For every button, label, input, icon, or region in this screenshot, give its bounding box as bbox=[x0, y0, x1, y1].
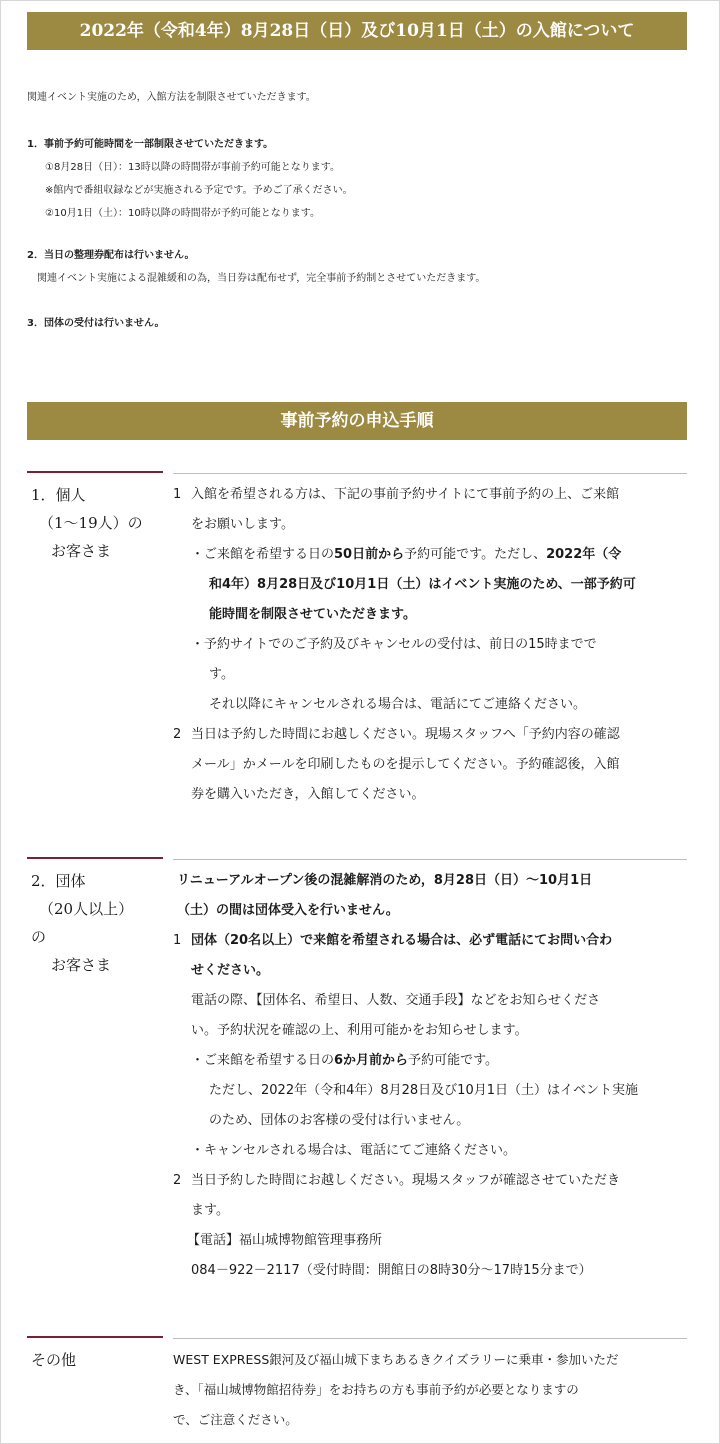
notice-item-1 bbox=[27, 133, 353, 225]
individual-label-line-1: 1．個人 bbox=[31, 486, 86, 504]
group-label-line-1: 2．団体 bbox=[31, 872, 86, 890]
group-label-line-2: （20人以上） bbox=[39, 900, 134, 918]
individual-bullet-1-line-1: ・ご来館を希望する日の50日前から予約可能です。ただし、2022年（令 bbox=[191, 547, 622, 562]
group-label bbox=[27, 857, 163, 977]
group-bullet-1-line-2: ただし、2022年（令和4年）8月28日及び10月1日（土）はイベント実施 bbox=[209, 1083, 638, 1098]
notice-item-2-title: 2．当日の整理券配布は行いません。 bbox=[27, 250, 195, 261]
other-line-2: き、「福山城博物館招待券」をお持ちの方も事前予約が必要となりますの bbox=[173, 1382, 579, 1397]
notice-item-1-b: ②10月1日（土）：10時以降の時間帯が予約可能となります。 bbox=[45, 208, 320, 219]
individual-step-1-line-2: をお願いします。 bbox=[191, 517, 294, 532]
notice-intro: 関連イベント実施のため，入館方法を制限させていただきます。 bbox=[27, 92, 316, 103]
individual-bullet-1-line-3: 能時間を制限させていただきます。 bbox=[209, 607, 416, 622]
group-step-1-line-4: い。予約状況を確認の上、利用可能かをお知らせします。 bbox=[191, 1023, 528, 1038]
group-bullet-1-line-3: のため、団体のお客様の受付は行いません。 bbox=[209, 1113, 470, 1128]
other-body bbox=[173, 1338, 687, 1435]
individual-bullet-1-line-2: 和4年）8月28日及び10月1日（土）はイベント実施のため、一部予約可 bbox=[209, 577, 636, 592]
notice-item-1-a: ①8月28日（日）：13時以降の時間帯が事前予約可能となります。 bbox=[45, 162, 340, 173]
notice-intro-block bbox=[27, 86, 316, 109]
individual-label bbox=[27, 471, 163, 561]
contact-label: 【電話】福山城博物館管理事務所 bbox=[187, 1233, 383, 1248]
notice-item-3 bbox=[27, 312, 165, 335]
other-label bbox=[27, 1336, 163, 1376]
individual-step-1-line-1: 1 入館を希望される方は、下記の事前予約サイトにて事前予約の上、ご来館 bbox=[173, 480, 687, 510]
notice-item-1-title: 1．事前予約可能時間を一部制限させていただきます。 bbox=[27, 139, 274, 150]
individual-label-line-3: お客さま bbox=[51, 542, 112, 560]
group-step-1-line-2: せください。 bbox=[191, 963, 270, 978]
group-label-line-4: お客さま bbox=[51, 956, 112, 974]
notice-item-1-note: ※館内で番組収録などが実施される予定です。予めご了承ください。 bbox=[45, 185, 353, 196]
procedure-title-banner bbox=[27, 402, 687, 440]
notice-title-banner bbox=[27, 12, 687, 50]
group-body bbox=[173, 859, 687, 1286]
other-line-1: WEST EXPRESS銀河及び福山城下まちあるきクイズラリーに乗車・参加いただ bbox=[173, 1352, 619, 1367]
group-lead-line-2: （土）の間は団体受入を行いません。 bbox=[177, 903, 399, 918]
individual-bullet-2-line-2: す。 bbox=[209, 667, 234, 682]
group-lead-line-1: リニューアルオープン後の混雑解消のため，8月28日（日）～10月1日 bbox=[177, 873, 593, 888]
individual-bullet-2-line-3: それ以降にキャンセルされる場合は、電話にてご連絡ください。 bbox=[209, 697, 587, 712]
group-step-2-number: 2 bbox=[173, 1173, 182, 1188]
group-step-1-line-3: 電話の際、【団体名、希望日、人数、交通手段】などをお知らせくださ bbox=[191, 993, 601, 1008]
procedure-title: 事前予約の申込手順 bbox=[280, 411, 434, 431]
group-label-line-3: の bbox=[31, 928, 47, 946]
individual-label-line-2: （1～19人）の bbox=[39, 514, 143, 532]
individual-step-2-line-2: メール」かメールを印刷したものを提示してください。予約確認後，入館 bbox=[191, 757, 620, 772]
group-step-2-line-1: 2 当日予約した時間にお越しください。現場スタッフが確認させていただき bbox=[173, 1166, 687, 1196]
notice-title: 2022年（令和4年）8月28日（日）及び10月1日（土）の入館について bbox=[79, 21, 635, 41]
notice-item-2-body: 関連イベント実施による混雑緩和の為，当日券は配布せず，完全事前予約制とさせていただきます。 bbox=[37, 273, 486, 284]
individual-step-1-number: 1 bbox=[173, 487, 182, 502]
notice-item-2 bbox=[27, 244, 485, 290]
individual-step-2-line-3: 券を購入いただき，入館してください。 bbox=[191, 787, 425, 802]
individual-step-2-number: 2 bbox=[173, 727, 182, 742]
other-line-3: で、ご注意ください。 bbox=[173, 1412, 298, 1427]
other-label-text: その他 bbox=[31, 1351, 77, 1369]
group-bullet-2: ・キャンセルされる場合は、電話にてご連絡ください。 bbox=[191, 1143, 517, 1158]
group-step-1-number: 1 bbox=[173, 933, 182, 948]
individual-body bbox=[173, 473, 687, 810]
group-bullet-1-line-1: ・ご来館を希望する日の6か月前から予約可能です。 bbox=[191, 1053, 499, 1068]
notice-item-3-title: 3．団体の受付は行いません。 bbox=[27, 318, 165, 329]
individual-bullet-2-line-1: ・予約サイトでのご予約及びキャンセルの受付は、前日の15時までで bbox=[191, 637, 597, 652]
group-step-1-line-1: 1 団体（20名以上）で来館を希望される場合は、必ず電話にてお問い合わ bbox=[173, 926, 687, 956]
contact-phone: 084－922－2117（受付時間：開館日の8時30分～17時15分まで） bbox=[191, 1263, 592, 1278]
group-step-2-line-2: ます。 bbox=[191, 1203, 229, 1218]
individual-step-2-line-1: 2 当日は予約した時間にお越しください。現場スタッフへ「予約内容の確認 bbox=[173, 720, 687, 750]
